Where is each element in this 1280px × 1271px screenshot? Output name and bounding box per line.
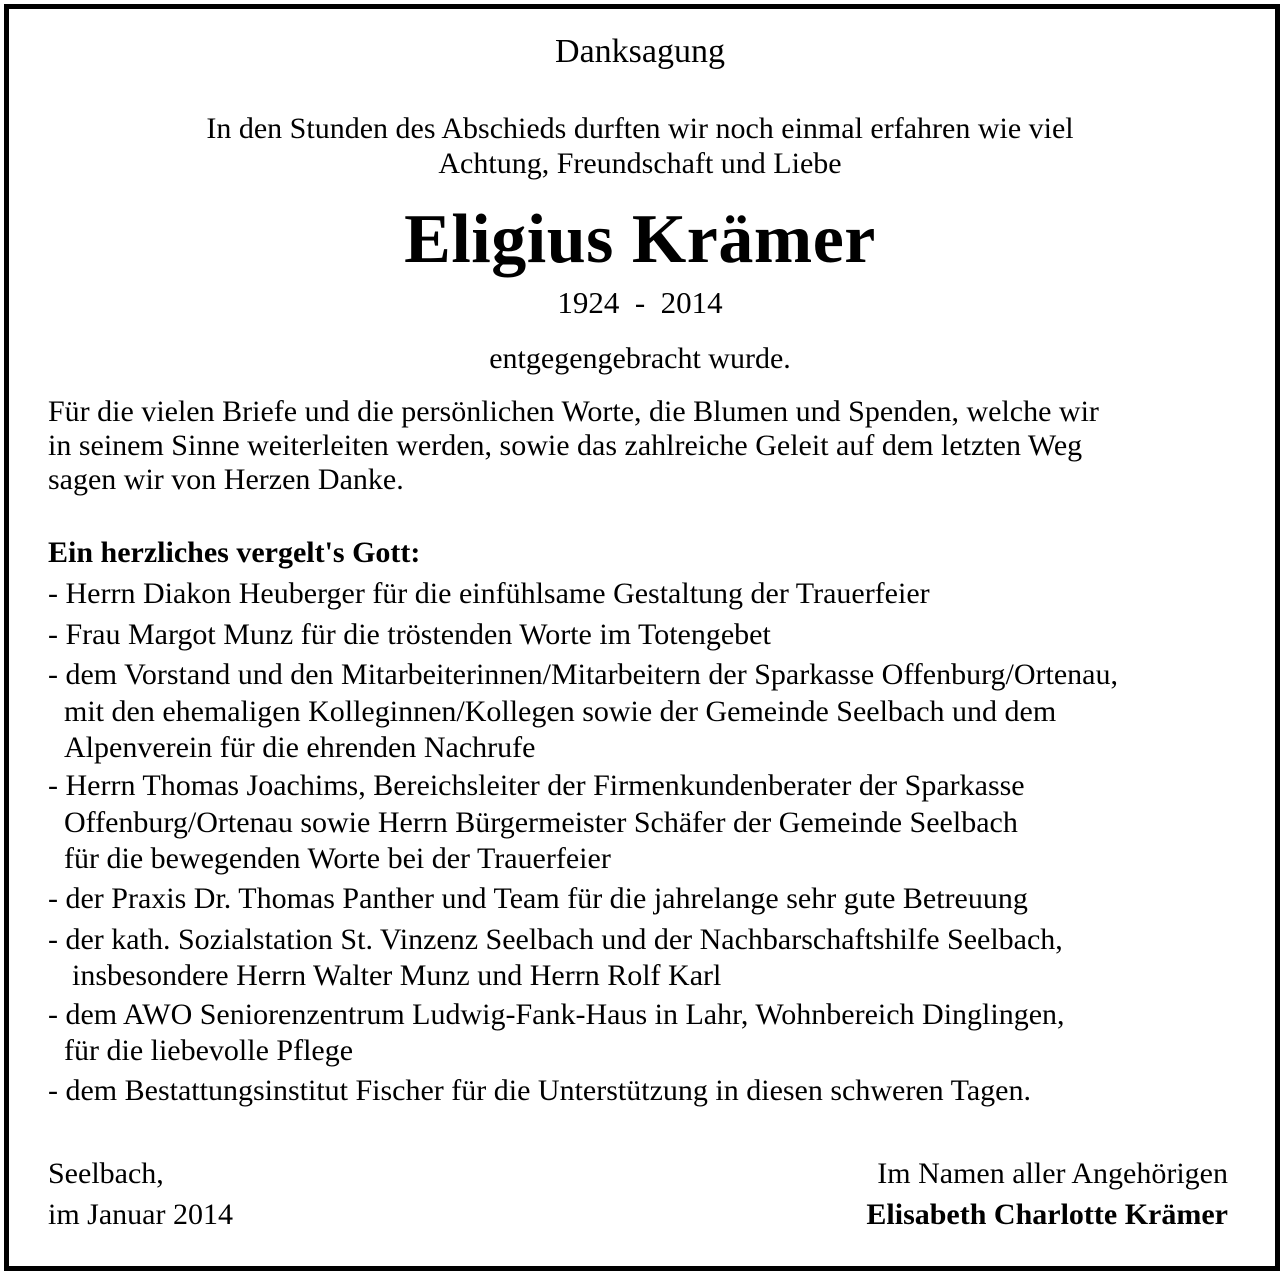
intro-line-2: Achtung, Freundschaft und Liebe (438, 147, 842, 180)
signatory-name: Elisabeth Charlotte Krämer (866, 1198, 1228, 1231)
notice-heading: Danksagung (555, 33, 725, 70)
gratitude-line: für die bewegenden Worte bei der Trauerfeier (64, 842, 611, 875)
thanks-line-2: in seinem Sinne weiterleiten werden, sowie das zahlreiche Geleit auf dem letzten Weg (48, 429, 1083, 462)
intro-line-1: In den Stunden des Abschieds durften wir noch einmal erfahren wie viel (206, 112, 1074, 145)
gratitude-line: - Frau Margot Munz für die tröstenden Worte im Totengebet (48, 618, 771, 651)
thanks-line-3: sagen wir von Herzen Danke. (48, 463, 404, 496)
life-years: 1924 - 2014 (557, 285, 723, 320)
on-behalf-line: Im Namen aller Angehörigen (877, 1157, 1228, 1190)
gratitude-line: für die liebevolle Pflege (64, 1034, 354, 1067)
gratitude-line: - der kath. Sozialstation St. Vinzenz Seelbach und der Nachbarschaftshilfe Seelbach, (48, 923, 1063, 956)
gratitude-line: - Herrn Diakon Heuberger für die einfühlsame Gestaltung der Trauerfeier (48, 577, 930, 610)
gratitude-line: mit den ehemaligen Kolleginnen/Kollegen sowie der Gemeinde Seelbach und dem (64, 695, 1057, 728)
deceased-name: Eligius Krämer (404, 201, 876, 278)
gratitude-line: - dem Bestattungsinstitut Fischer für die Unterstützung in diesen schweren Tagen. (48, 1074, 1031, 1107)
intro-end: entgegengebracht wurde. (489, 342, 791, 375)
place: Seelbach, (48, 1157, 164, 1190)
gratitude-line: - Herrn Thomas Joachims, Bereichsleiter der Firmenkundenberater der Sparkasse (48, 769, 1025, 802)
gratitude-line: Alpenverein für die ehrenden Nachrufe (64, 731, 536, 764)
gratitude-line: - der Praxis Dr. Thomas Panther und Team für die jahrelange sehr gute Betreuung (48, 882, 1028, 915)
date: im Januar 2014 (48, 1198, 233, 1231)
gratitude-line: - dem Vorstand und den Mitarbeiterinnen/Mitarbeitern der Sparkasse Offenburg/Ortenau, (48, 658, 1118, 691)
gratitude-line: - dem AWO Seniorenzentrum Ludwig-Fank-Haus in Lahr, Wohnbereich Dinglingen, (48, 998, 1065, 1031)
gratitude-line: insbesondere Herrn Walter Munz und Herrn Rolf Karl (72, 959, 722, 992)
gratitude-heading: Ein herzliches vergelt's Gott: (48, 536, 421, 569)
thanks-line-1: Für die vielen Briefe und die persönlichen Worte, die Blumen und Spenden, welche wir (48, 395, 1099, 428)
gratitude-line: Offenburg/Ortenau sowie Herrn Bürgermeister Schäfer der Gemeinde Seelbach (64, 806, 1018, 839)
